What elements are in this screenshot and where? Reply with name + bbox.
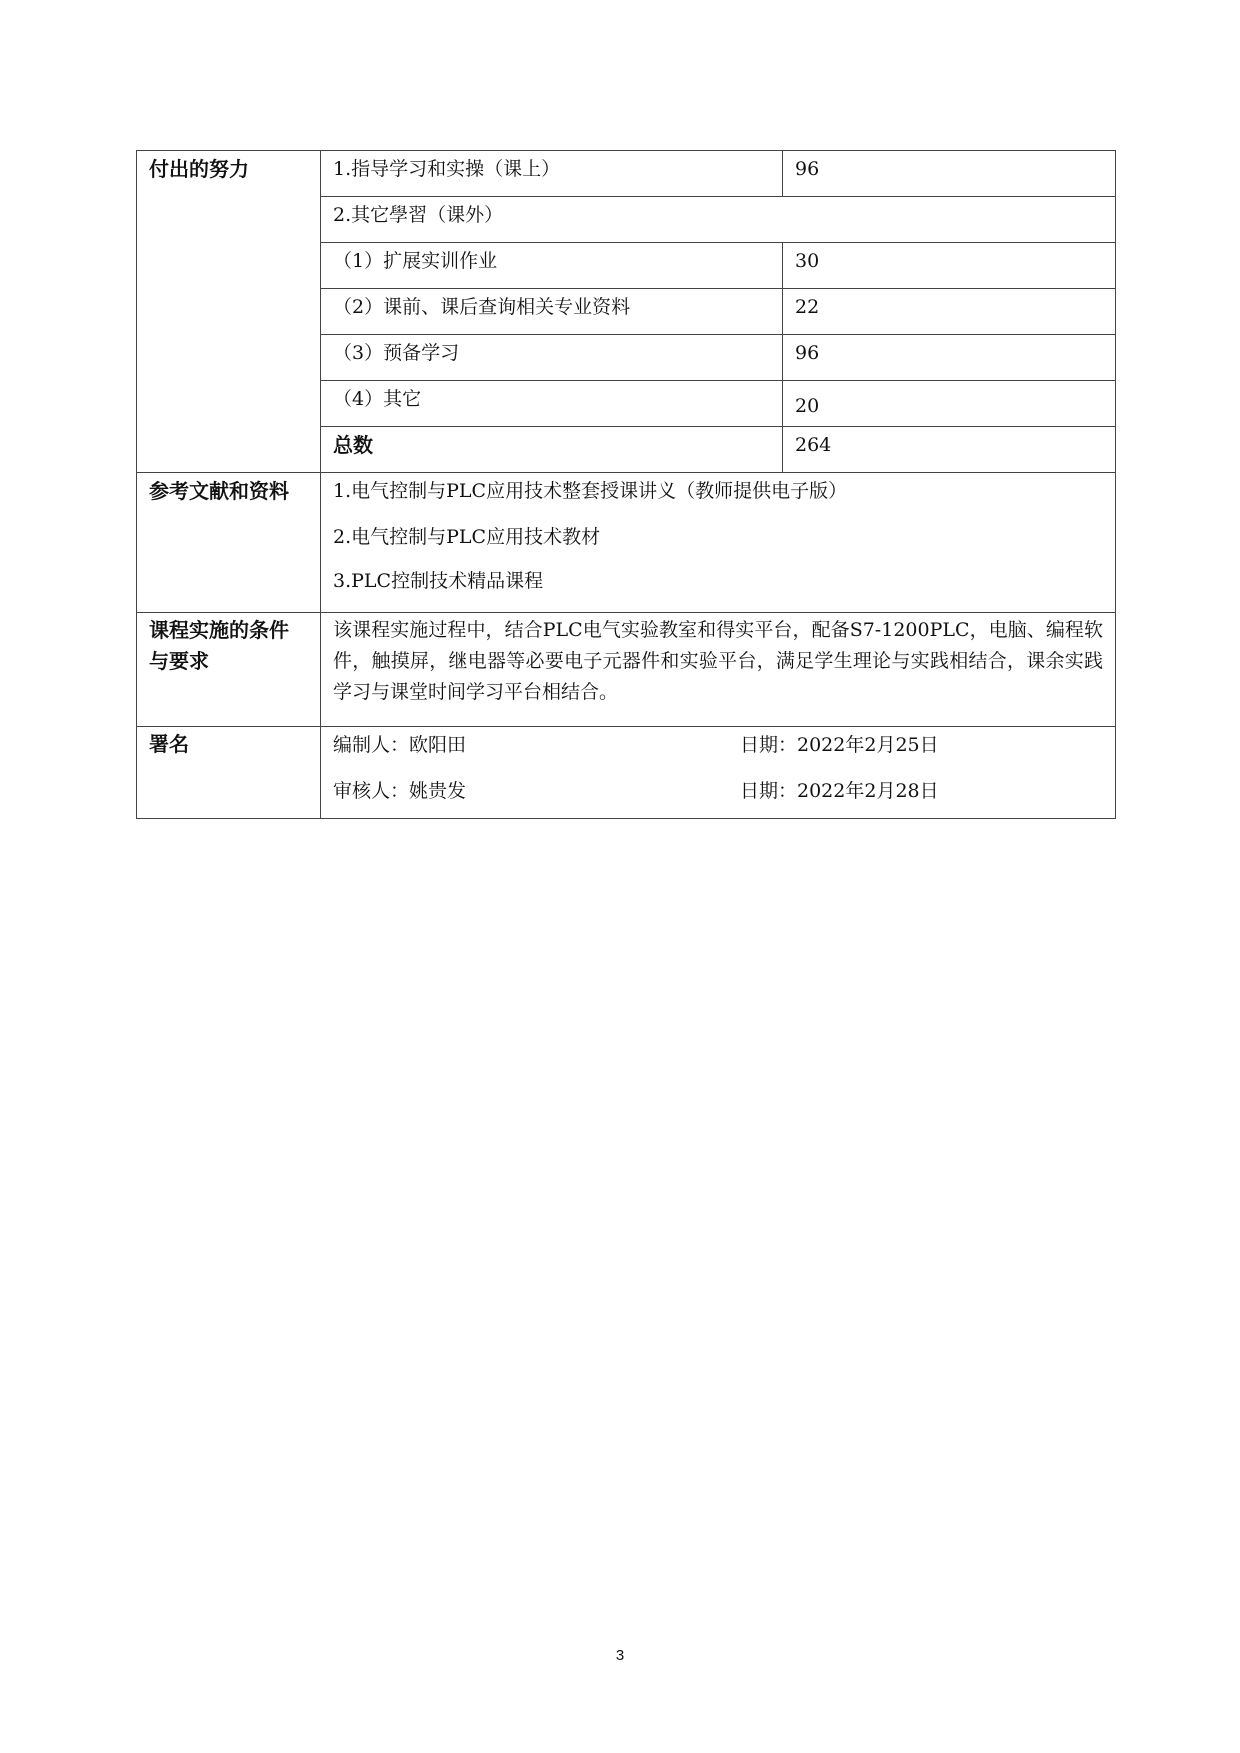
total-label: 总数 [321,427,783,473]
reference-item: 2.电气控制与PLC应用技术教材 [333,526,601,548]
signature-block [321,727,1116,819]
conditions-label: 课程实施的条件与要求 [137,613,321,727]
references-row [137,473,1116,613]
compiler-date: 日期：2022年2月25日 [740,734,939,756]
effort-item: （3）预备学习 [321,335,783,381]
effort-label: 付出的努力 [137,151,321,473]
signature-row [137,727,1116,819]
conditions-row [137,613,1116,727]
course-info-table [136,150,1116,819]
effort-row-1 [137,151,1116,197]
effort-item: （4）其它 [321,381,783,427]
reference-item: 3.PLC控制技术精品课程 [333,570,544,592]
compiler-line [333,727,1103,769]
effort-item: （1）扩展实训作业 [321,243,783,289]
references-list [321,473,1116,613]
reference-item: 1.电气控制与PLC应用技术整套授课讲义（教师提供电子版） [333,480,848,502]
reviewer-date: 日期：2022年2月28日 [740,780,939,802]
effort-value: 20 [783,381,1116,427]
effort-value: 96 [783,335,1116,381]
reviewer-name: 审核人：姚贵发 [333,780,467,802]
reviewer-line [333,769,1103,813]
compiler-name: 编制人：欧阳田 [333,734,467,756]
conditions-text: 该课程实施过程中，结合PLC电气实验教室和得实平台，配备S7-1200PLC，电脑、编程软件，触摸屏，继电器等必要电子元器件和实验平台，满足学生理论与实践相结合，课余实践学习与课堂时间学习平台相结合。 [321,613,1116,727]
signature-label: 署名 [137,727,321,819]
total-value: 264 [783,427,1116,473]
effort-value: 22 [783,289,1116,335]
effort-item: 2.其它學習（课外） [321,197,1116,243]
references-label: 参考文献和资料 [137,473,321,613]
effort-value: 30 [783,243,1116,289]
effort-item: （2）课前、课后查询相关专业资料 [321,289,783,335]
effort-value: 96 [783,151,1116,197]
page-number: 3 [615,1647,625,1664]
effort-item: 1.指导学习和实操（课上） [321,151,783,197]
